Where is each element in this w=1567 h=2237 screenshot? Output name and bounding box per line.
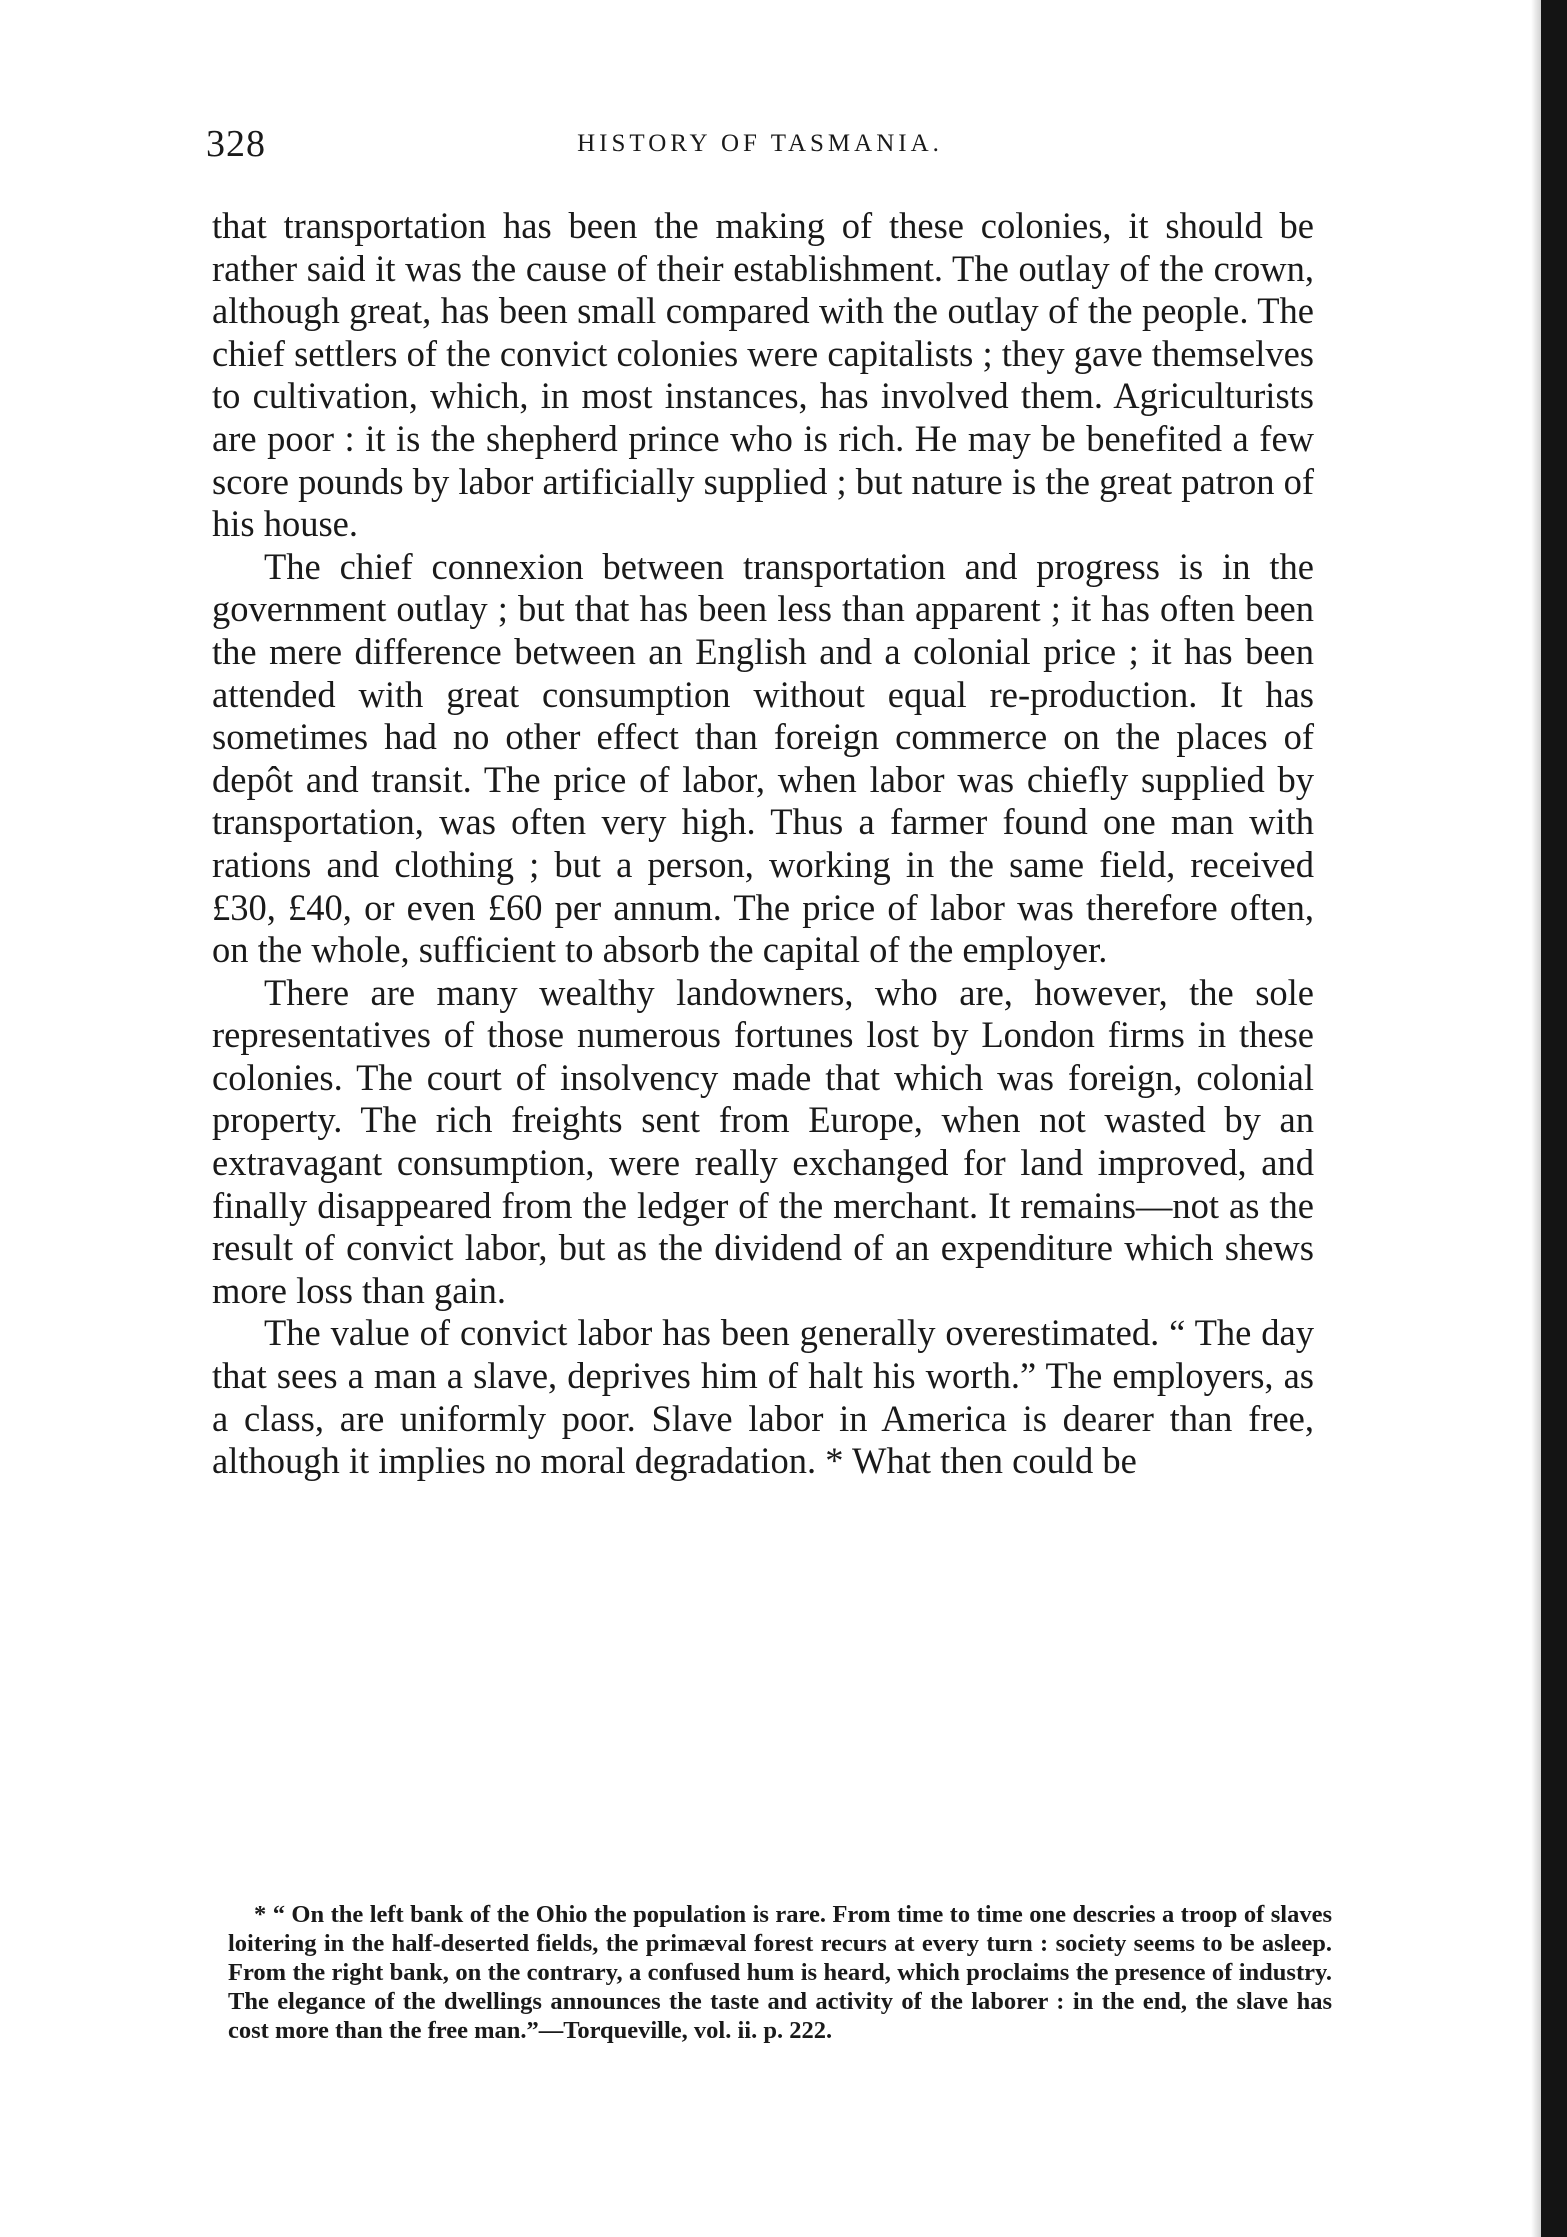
page-binding-edge <box>1541 0 1567 2237</box>
paragraph-landowners: There are many wealthy landowners, who are, however, the sole representatives of those numerous fortunes lost by London firms in these colonies. The court of insolvency made that which was foreign, colonial property. The rich freights sent from Europe, when not wasted by an extravagant consumption, were really exchanged for land improved, and finally disappeared from the ledger of the merchant. It remains—not as the result of convict labor, but as the dividend of an expenditure which shews more loss than gain. <box>212 971 1314 1311</box>
footnote <box>228 1900 1332 2045</box>
footnote-text: * “ On the left bank of the Ohio the population is rare. From time to time one descries a troop of slaves loitering in the half-deserted fields, the primæval forest recurs at every turn : society seems to be asleep. From the right bank, on the contrary, a confused hum is heard, which proclaims the presence of industry. The elegance of the dwellings announces the taste and activity of the laborer : in the end, the slave has cost more than the free man.”—Torqueville, vol. ii. p. 222. <box>228 1901 1332 2044</box>
body-text <box>212 205 1314 1483</box>
paragraph-convict-labor-value: The value of convict labor has been generally overestimated. “ The day that sees a man a slave, deprives him of halt his worth.” The employers, as a class, are uniformly poor. Slave labor in America is dearer than free, although it implies no moral degradation. * What then could be <box>212 1312 1314 1482</box>
running-head: HISTORY OF TASMANIA. <box>577 130 943 157</box>
page-header <box>206 122 1314 172</box>
page-edge-shadow <box>1531 0 1541 2237</box>
paragraph-transportation-progress: The chief connexion between transportation and progress is in the government outlay ; but that has been less than apparent ; it has often been the mere difference between an English and a colonial price ; it has been attended with great consumption without equal re-production. It has sometimes had no other effect than foreign commerce on the places of depôt and transit. The price of labor, when labor was chiefly supplied by transportation, was often very high. Thus a farmer found one man with rations and clothing ; but a person, working in the same field, received £30, £40, or even £60 per annum. The price of labor was therefore often, on the whole, sufficient to absorb the capital of the employer. <box>212 545 1314 971</box>
page-number: 328 <box>206 123 266 165</box>
paragraph-continued: that transportation has been the making of these colonies, it should be rather said it was the cause of their establishment. The outlay of the crown, although great, has been small compared with the outlay of the people. The chief settlers of the convict colonies were capitalists ; they gave themselves to cultivation, which, in most instances, has involved them. Agriculturists are poor : it is the shepherd prince who is rich. He may be benefited a few score pounds by labor artificially supplied ; but nature is the great patron of his house. <box>212 205 1314 545</box>
